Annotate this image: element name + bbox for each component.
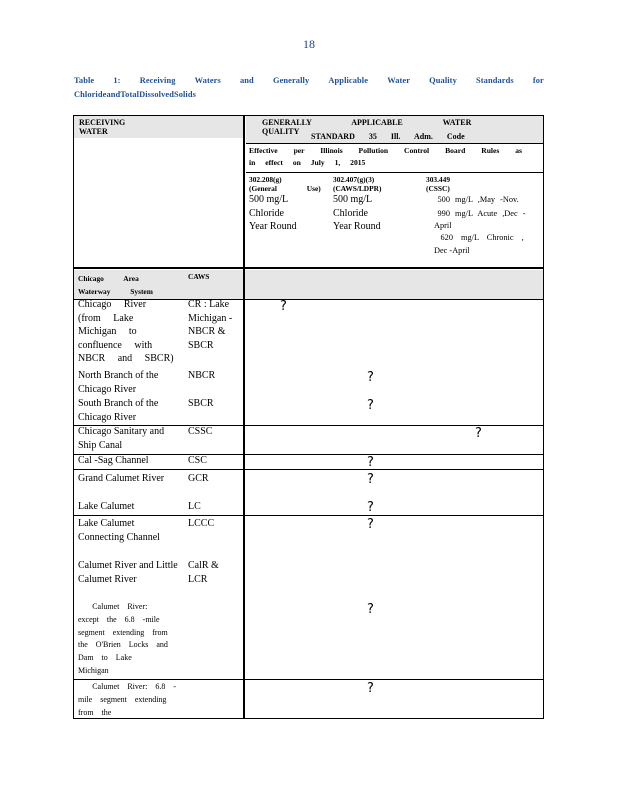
row-name-gcr: Grand Calumet River bbox=[78, 473, 165, 484]
row-name-nbcr: North Branch of the Chicago River bbox=[78, 370, 159, 395]
standard-caws: 302.407(g)(3) (CAWS/LDPR) 500 mg/L Chloride Year Round bbox=[333, 175, 382, 233]
row-abbr-cr: CR : Lake Michigan - NBCR & SBCR bbox=[188, 299, 233, 351]
effective-line1: Effective per Illinois Pollution Control Board Rules as bbox=[249, 146, 523, 155]
row-abbr-lc: LC bbox=[188, 501, 201, 512]
row-name-csc: Cal -Sag Channel bbox=[78, 455, 149, 466]
subheader-caws: CAWS bbox=[188, 272, 210, 281]
header-receiving-water: RECEIVING WATER bbox=[79, 118, 126, 136]
rule bbox=[73, 267, 544, 269]
rule bbox=[73, 115, 544, 116]
applicability-mark: ? bbox=[367, 472, 374, 487]
applicability-mark: ? bbox=[367, 455, 374, 470]
rule bbox=[73, 679, 544, 680]
row-abbr-nbcr: NBCR bbox=[188, 370, 216, 381]
rule bbox=[246, 143, 544, 144]
table-caption-line1: Table 1: Receiving Waters and Generally Applicable Water Quality Standards for bbox=[74, 76, 544, 85]
row-name-cssc: Chicago Sanitary and Ship Canal bbox=[78, 426, 165, 451]
row-abbr-sbcr: SBCR bbox=[188, 398, 214, 409]
standard-cssc: 303.449 (CSSC) 500 mg/L ,May -Nov. 990 mg/L Acute ,Dec - April 620 mg/L Chronic , Dec -April bbox=[426, 175, 514, 255]
rule bbox=[73, 115, 74, 719]
standard-general-use: 302.208(g) (General Use) 500 mg/L Chloride Year Round bbox=[249, 175, 321, 233]
row-abbr-csc: CSC bbox=[188, 455, 207, 466]
applicability-mark: ? bbox=[367, 398, 374, 413]
row-name-calumet-segment: Calumet River: 6.8 -mile segment extending from the bbox=[78, 682, 176, 717]
row-name-sbcr: South Branch of the Chicago River bbox=[78, 398, 159, 423]
rule bbox=[543, 115, 544, 719]
applicability-mark: ? bbox=[367, 681, 374, 696]
page-number: 18 bbox=[303, 37, 315, 51]
row-abbr-cssc: CSSC bbox=[188, 426, 213, 437]
header-standards-line2: STANDARD 35 Ill. Adm. Code bbox=[311, 132, 465, 141]
applicability-mark: ? bbox=[367, 370, 374, 385]
applicability-mark: ? bbox=[367, 602, 374, 617]
row-abbr-gcr: GCR bbox=[188, 473, 209, 484]
effective-line2: in effect on July 1, 2015 bbox=[249, 158, 366, 167]
rule bbox=[73, 515, 544, 516]
row-abbr-lccc: LCCC bbox=[188, 518, 215, 529]
row-name-cr: Chicago River (from Lake Michigan to confluence with NBCR and SBCR) bbox=[78, 299, 174, 365]
applicability-mark: ? bbox=[367, 500, 374, 515]
applicability-mark: ? bbox=[367, 517, 374, 532]
row-name-calr-lcr: Calumet River and Little Calumet River bbox=[78, 560, 178, 585]
table-caption-line2: Chloride and Total Dissolved Solids bbox=[74, 90, 196, 99]
row-name-lccc: Lake Calumet Connecting Channel bbox=[78, 518, 160, 543]
header-standards-line1: GENERALLY APPLICABLE WATER QUALITY bbox=[262, 118, 472, 136]
applicability-mark: ? bbox=[475, 426, 482, 441]
rule bbox=[243, 115, 245, 719]
row-name-lc: Lake Calumet bbox=[78, 501, 135, 512]
rule bbox=[73, 469, 544, 470]
row-name-calumet-except: Calumet River: except the 6.8 -mile segment extending from the O'Brien Locks and Dam to Lake Michigan bbox=[78, 602, 166, 675]
applicability-mark: ? bbox=[280, 299, 287, 314]
row-abbr-calr-lcr: CalR & LCR bbox=[188, 560, 219, 585]
rule bbox=[246, 172, 544, 173]
subheader-caws-system: Chicago Area Waterway System bbox=[78, 274, 153, 296]
